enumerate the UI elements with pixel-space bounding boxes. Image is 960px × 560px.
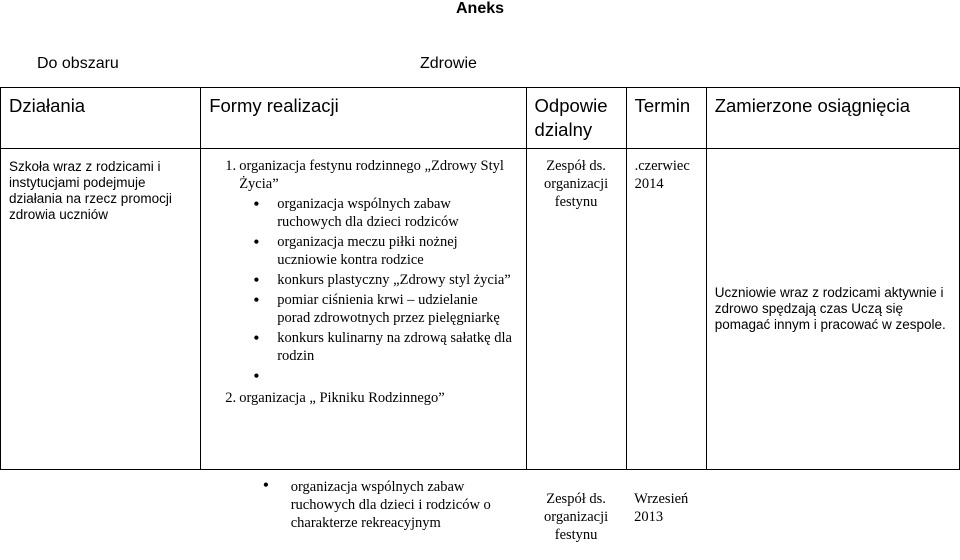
- list-item: [239, 389, 513, 407]
- outcome-cell: Uczniowie wraz z rodzicami aktywnie i zdrowo spędzają czas Uczą się pomagać innym i pracować w zespole.: [706, 149, 959, 470]
- forms-cell: [201, 149, 526, 470]
- header-responsible: Odpowie dzialny: [526, 88, 626, 149]
- page-title: Aneks: [0, 0, 960, 18]
- table-header-row: [1, 88, 960, 149]
- area-label: Do obszaru: [37, 55, 119, 73]
- forms-cell: [201, 470, 526, 560]
- item-number: 2.: [225, 389, 236, 407]
- bullet-item: • konkurs kulinarny na zdrową sałatkę dla rodzin: [277, 329, 513, 365]
- bullet-item-empty: [277, 367, 513, 385]
- responsible-cell: Zespół ds. organizacji festynu: [526, 149, 626, 470]
- bullet-item: • konkurs plastyczny „Zdrowy styl życia”: [277, 271, 513, 289]
- plan-table: [0, 87, 960, 560]
- responsible-cell: Zespół ds. organizacji festynu: [526, 470, 626, 560]
- table-row: [1, 149, 960, 470]
- action-cell: Szkoła wraz z rodzicami i instytucjami podejmuje działania na rzecz promocji zdrowia uczniów: [1, 149, 201, 470]
- item-number: 1.: [225, 157, 236, 175]
- term-cell: .czerwiec 2014: [626, 149, 706, 470]
- area-value: Zdrowie: [420, 55, 477, 73]
- bullet-item: • organizacja meczu piłki nożnej uczniowie kontra rodzice: [277, 233, 513, 269]
- item-text: organizacja „ Pikniku Rodzinnego”: [239, 390, 445, 406]
- header-outcomes: Zamierzone osiągnięcia: [706, 88, 959, 149]
- list-item: [239, 157, 513, 385]
- empty-cell: [1, 470, 201, 560]
- header-term: Termin: [626, 88, 706, 149]
- item-text: organizacja festynu rodzinnego „Zdrowy Styl Życia”: [239, 158, 504, 192]
- empty-cell: [706, 470, 959, 560]
- term-cell: Wrzesień 2013: [626, 470, 706, 560]
- bullet-item: • pomiar ciśnienia krwi – udzielanie porad zdrowotnych przez pielęgniarkę: [277, 291, 513, 327]
- bullet-item: • organizacja wspólnych zabaw ruchowych dla dzieci i rodziców o charakterze rekreacyjnym: [263, 478, 526, 532]
- bullet-item: • organizacja wspólnych zabaw ruchowych dla dzieci rodziców: [277, 195, 513, 231]
- table-row: [1, 470, 960, 560]
- header-actions: Działania: [1, 88, 201, 149]
- header-forms: Formy realizacji: [201, 88, 526, 149]
